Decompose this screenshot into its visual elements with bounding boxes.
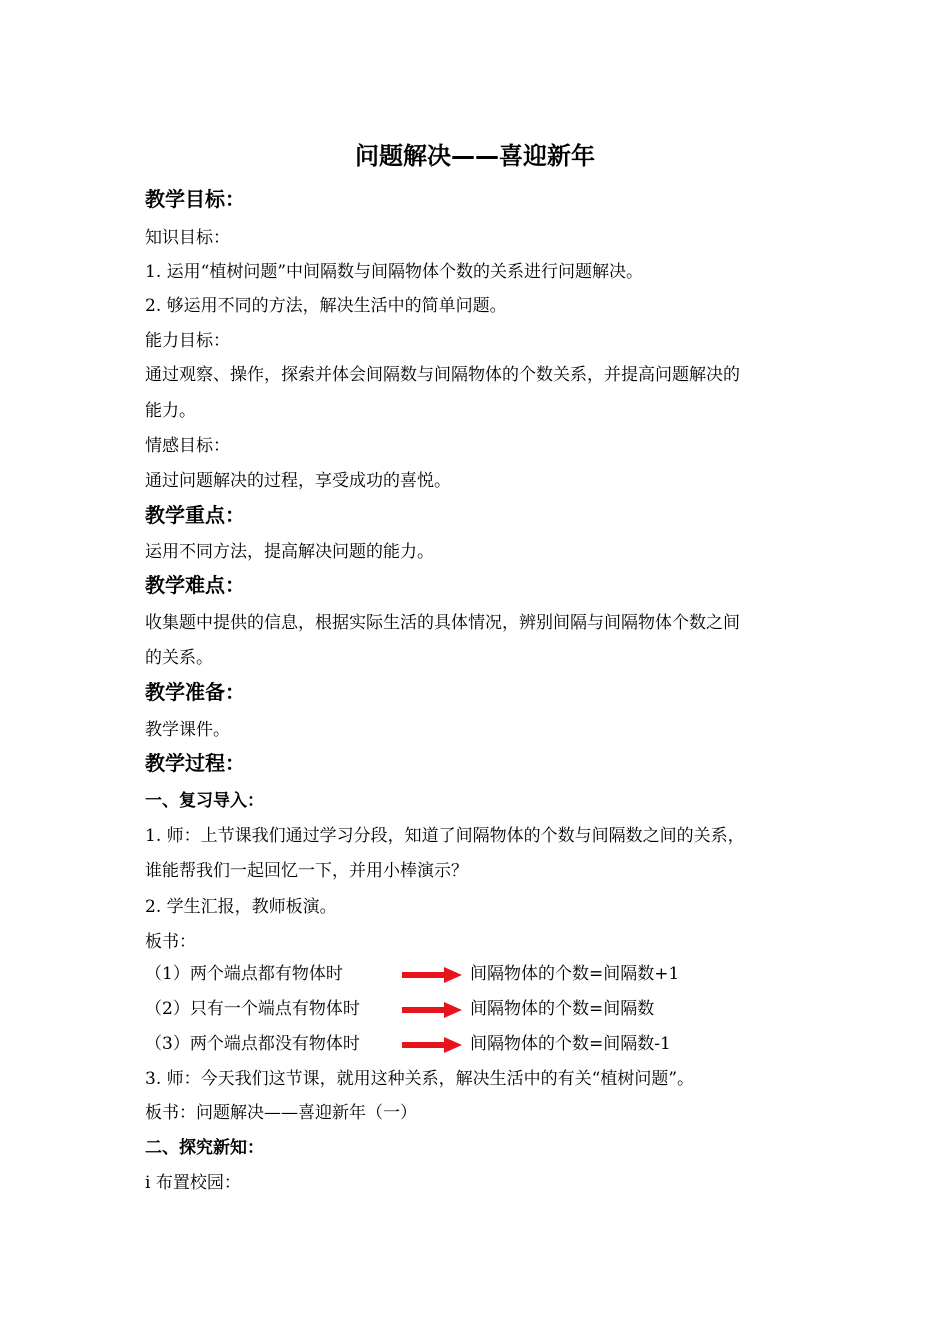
board-row	[145, 997, 745, 1021]
preparation-heading: 教学准备：	[145, 680, 245, 704]
knowledge-item-2: 2. 够运用不同的方法，解决生活中的简单问题。	[145, 296, 507, 316]
preparation-text: 教学课件。	[145, 720, 230, 740]
document-title: 问题解决——喜迎新年	[355, 142, 595, 170]
section-review-heading: 一、复习导入：	[145, 791, 264, 811]
step-2: 2. 学生汇报，教师板演。	[145, 897, 337, 917]
objectives-heading: 教学目标：	[145, 187, 245, 211]
step-3: 3. 师：今天我们这节课，就用这种关系，解决生活中的有关“植树问题”。	[145, 1069, 695, 1089]
board-row	[145, 1032, 745, 1056]
board-label: 板书：	[145, 932, 196, 952]
ability-text-line-2: 能力。	[145, 401, 196, 421]
board-result: 间隔物体的个数=间隔数-1	[470, 1034, 671, 1054]
right-arrow-icon	[402, 967, 462, 983]
ability-label: 能力目标：	[145, 331, 230, 351]
right-arrow-icon	[402, 1002, 462, 1018]
board-title: 板书：问题解决——喜迎新年（一）	[145, 1103, 417, 1123]
difficulty-text-line-1: 收集题中提供的信息，根据实际生活的具体情况，辨别间隔与间隔物体个数之间	[145, 613, 740, 633]
key-point-heading: 教学重点：	[145, 503, 245, 527]
knowledge-label: 知识目标：	[145, 228, 230, 248]
step-1-line-2: 谁能帮我们一起回忆一下，并用小棒演示？	[145, 861, 468, 881]
board-condition: （1）两个端点都有物体时	[145, 964, 343, 984]
board-row	[145, 962, 745, 986]
board-result: 间隔物体的个数=间隔数	[470, 999, 655, 1019]
right-arrow-icon	[402, 1037, 462, 1053]
board-result: 间隔物体的个数=间隔数+1	[470, 964, 680, 984]
emotion-label: 情感目标：	[145, 436, 230, 456]
emotion-text: 通过问题解决的过程，享受成功的喜悦。	[145, 471, 451, 491]
knowledge-item-1: 1. 运用“植树问题”中间隔数与间隔物体个数的关系进行问题解决。	[145, 262, 644, 282]
board-condition: （2）只有一个端点有物体时	[145, 999, 360, 1019]
ability-text-line-1: 通过观察、操作，探索并体会间隔数与间隔物体的个数关系，并提高问题解决的	[145, 365, 740, 385]
section-explore-heading: 二、探究新知：	[145, 1138, 264, 1158]
difficulty-text-line-2: 的关系。	[145, 648, 213, 668]
key-point-text: 运用不同方法，提高解决问题的能力。	[145, 542, 434, 562]
step-1-line-1: 1. 师：上节课我们通过学习分段，知道了间隔物体的个数与间隔数之间的关系，	[145, 826, 745, 846]
process-heading: 教学过程：	[145, 751, 245, 775]
board-condition: （3）两个端点都没有物体时	[145, 1034, 360, 1054]
item-i: i 布置校园：	[145, 1173, 241, 1193]
difficulty-heading: 教学难点：	[145, 573, 245, 597]
